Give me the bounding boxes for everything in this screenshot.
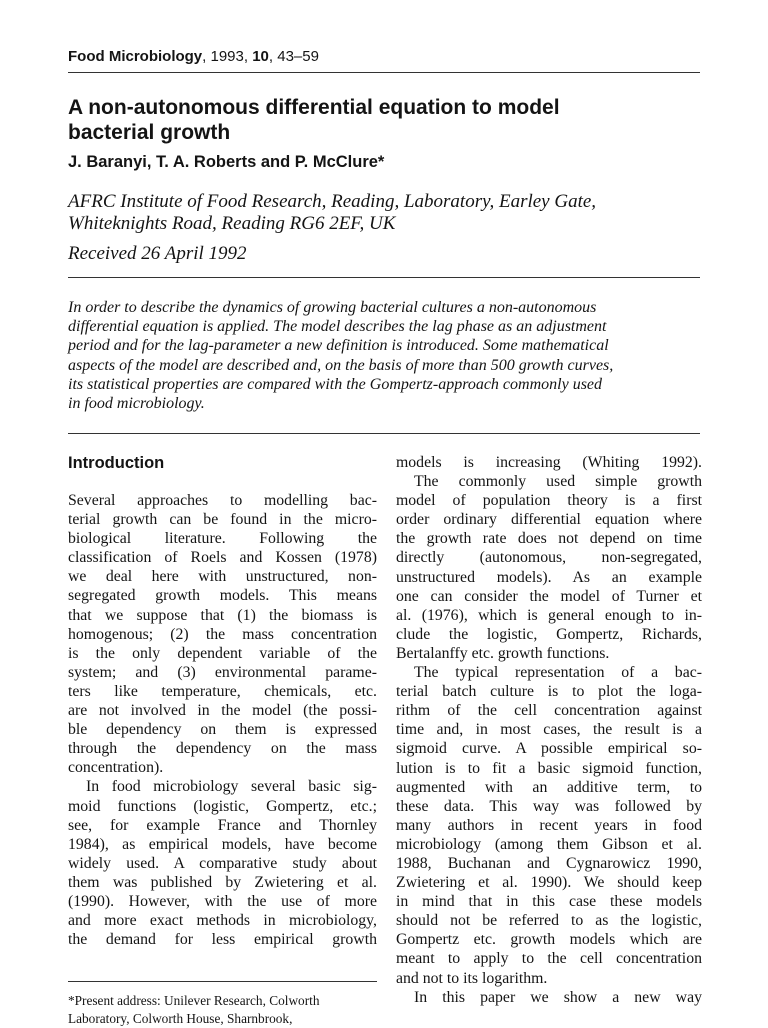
text-line: many authors in recent years in food (396, 816, 702, 834)
paragraph (396, 453, 702, 472)
affiliation-line: Whiteknights Road, Reading RG6 2EF, UK (68, 213, 396, 234)
footnote (68, 992, 388, 1028)
authors: J. Baranyi, T. A. Roberts and P. McClure* (68, 153, 385, 171)
text-line: The typical representation of a bac- (414, 664, 702, 682)
text-line: clude the logistic, Gompertz, Richards, (396, 625, 702, 643)
text-line: that we suppose that (1) the biomass is (68, 606, 377, 624)
text-line: microbiology (among them Gibson et al. (396, 835, 702, 853)
text-line: and more exact methods in microbiology, (68, 912, 377, 930)
journal-volume: 10 (252, 48, 269, 65)
left-column (68, 491, 377, 949)
abstract (68, 298, 708, 413)
text-line: al. (1976), which is general enough to in- (396, 606, 702, 624)
abstract-line: In order to describe the dynamics of growing bacterial cultures a non-autonomous (68, 299, 597, 316)
section-heading-introduction: Introduction (68, 454, 165, 472)
footnote-rule (68, 981, 377, 982)
text-line: Zwietering et al. 1990). We should keep (396, 874, 702, 892)
text-line: augmented with an additive term, to (396, 778, 702, 796)
journal-year: , 1993, (202, 48, 253, 65)
journal-citation (68, 48, 319, 66)
text-line: system; and (3) environmental parame- (68, 663, 377, 681)
text-line: we deal here with unstructured, non- (68, 568, 377, 586)
text-line: In food microbiology several basic sig- (86, 778, 377, 796)
text-line: ters like temperature, chemicals, etc. (68, 682, 377, 700)
text-line: homogenous; (2) the mass concentration (68, 625, 377, 643)
text-line: lution is to fit a basic sigmoid function, (396, 759, 702, 777)
text-line: directly (autonomous, non-segregated, (396, 549, 702, 567)
text-line: in mind that in this case these models (396, 893, 702, 911)
text-line: order ordinary differential equation where (396, 511, 702, 529)
abstract-bottom-rule (68, 433, 700, 434)
text-line: moid functions (logistic, Gompertz, etc.; (68, 797, 377, 815)
text-line: the demand for less empirical growth (68, 931, 377, 949)
text-line: through the dependency on the mass (68, 740, 377, 758)
paragraph (396, 472, 702, 663)
paper-title (68, 95, 708, 145)
abstract-line: in food microbiology. (68, 395, 205, 413)
paragraph (396, 663, 702, 988)
text-line: the growth rate does not depend on time (396, 530, 702, 548)
text-line: these data. This way was followed by (396, 797, 702, 815)
footnote-line: *Present address: Unilever Research, Colworth (68, 993, 320, 1008)
text-line: rithm of the cell concentration against (396, 702, 702, 720)
text-line: In this paper we show a new way (414, 988, 702, 1006)
text-line: see, for example France and Thornley (68, 816, 377, 834)
abstract-line: period and for the lag-parameter a new definition is introduced. Some mathematical (68, 337, 609, 355)
text-line: segregated growth models. This means (68, 587, 377, 605)
text-line: and not to its logarithm. (396, 969, 548, 987)
text-line: meant to apply to the cell concentration (396, 950, 702, 968)
text-line: 1988, Buchanan and Cygnarowicz 1990, (396, 854, 702, 872)
text-line: is the only dependent variable of the (68, 644, 377, 662)
text-line: classification of Roels and Kossen (1978) (68, 549, 377, 567)
abstract-line: aspects of the model are described and, on the basis of more than 500 growth curves, (68, 356, 614, 374)
text-line: should not be referred to as the logistic, (396, 912, 702, 930)
right-column (396, 453, 702, 1007)
paragraph (396, 988, 702, 1007)
text-line: are not involved in the model (the possi- (68, 702, 377, 720)
text-line: one can consider the model of Turner et (396, 587, 702, 605)
journal-name: Food Microbiology (68, 48, 203, 65)
text-line: terial growth can be found in the micro- (68, 511, 377, 529)
text-line: ble dependency on them is expressed (68, 721, 377, 739)
text-line: sigmoid curve. A possible empirical so- (396, 740, 702, 758)
text-line: Bertalanffy etc. growth functions. (396, 644, 610, 662)
abstract-line: its statistical properties are compared with the Gompertz-approach commonly used (68, 375, 603, 393)
received-date: Received 26 April 1992 (68, 243, 247, 264)
abstract-line: differential equation is applied. The model describes the lag phase as an adjustment (68, 318, 607, 336)
text-line: 1984), as empirical models, have become (68, 835, 377, 853)
text-line: unstructured models). As an example (396, 568, 702, 586)
text-line: Gompertz etc. growth models which are (396, 931, 702, 949)
title-line: bacterial growth (68, 121, 231, 144)
journal-pages: , 43–59 (268, 48, 319, 65)
text-line: widely used. A comparative study about (68, 854, 377, 872)
text-line: models is increasing (Whiting 1992). (396, 454, 702, 471)
title-line: A non-autonomous differential equation to model (68, 96, 560, 119)
paragraph (68, 777, 377, 949)
affiliation-line: AFRC Institute of Food Research, Reading, Laboratory, Earley Gate, (68, 191, 597, 212)
text-line: concentration). (68, 759, 164, 777)
affiliation (68, 191, 708, 235)
text-line: terial batch culture is to plot the loga- (396, 683, 702, 701)
paragraph (68, 491, 377, 777)
text-line: time and, in most cases, the result is a (396, 721, 702, 739)
footnote-line: Laboratory, Colworth House, Sharnbrook, (68, 1011, 293, 1026)
text-line: (1990). However, with the use of more (68, 892, 377, 910)
header-rule (68, 72, 700, 73)
text-line: biological literature. Following the (68, 530, 377, 548)
text-line: Several approaches to modelling bac- (68, 492, 377, 509)
text-line: them was published by Zwietering et al. (68, 873, 377, 891)
text-line: The commonly used simple growth (414, 473, 702, 491)
text-line: model of population theory is a first (396, 492, 702, 510)
abstract-top-rule (68, 277, 700, 278)
